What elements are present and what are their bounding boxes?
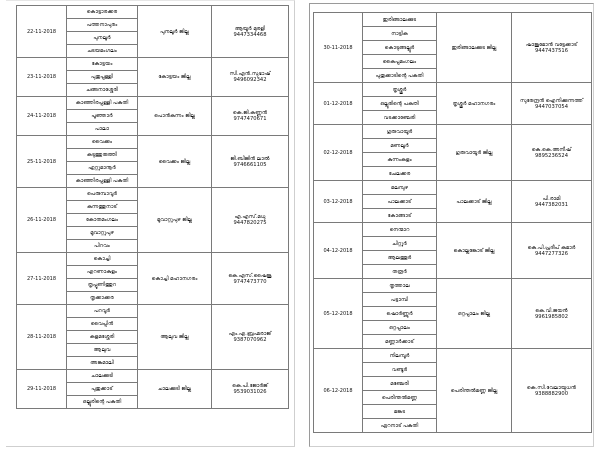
district-cell: ഇരിങ്ങാലക്കുട ജില്ല [437, 13, 512, 83]
contact-name: കെ.ജി.കണ്ണൻ [232, 110, 268, 116]
contact-name: സുരേന്ദ്രൻ ഐനിക്കുന്നത്ത് [519, 97, 584, 104]
contact-name: കെ.സി.വേലായുധൻ [526, 384, 577, 391]
table-row [314, 223, 592, 237]
place-cell: മൂവാറ്റുപുഴ [67, 227, 138, 240]
place-cell: ഒല്ലൂരിന്റെ പകുതി [363, 97, 437, 111]
place-cell: കുന്നംകുളം [363, 153, 437, 167]
place-cell: ചങ്ങനാശ്ശേരി [67, 84, 138, 97]
place-cell: ചടയമംഗലം [67, 45, 138, 58]
contact-name: കെ.പി.പ്രദീപ് കുമാർ [527, 244, 576, 251]
district-cell: പെരിന്തൽമണ്ണ ജില്ല [437, 349, 512, 433]
place-cell: കൊച്ചി [67, 253, 138, 266]
district-cell: തൃശ്ശൂർ മഹാനഗരം [437, 83, 512, 125]
contact-cell [512, 83, 592, 125]
date-cell: 24-11-2018 [17, 97, 67, 136]
district-cell: ഒറ്റപ്പാലം ജില്ല [437, 279, 512, 349]
table-row [17, 253, 289, 266]
contact-phone: 9747473770 [233, 278, 267, 285]
table-row [17, 58, 289, 71]
district-cell: പാലക്കാട് ജില്ല [437, 181, 512, 223]
place-cell: വണ്ടൂർ [363, 363, 437, 377]
place-cell: ഒറ്റപ്പാലം [363, 321, 437, 335]
contact-cell [212, 6, 289, 58]
contact-cell [212, 370, 289, 409]
place-cell: കോട്ടയം [67, 58, 138, 71]
place-cell: മണലൂർ [363, 139, 437, 153]
contact-cell [212, 305, 289, 370]
place-cell: കടുത്തുരുത്തി [67, 149, 138, 162]
place-cell: ഏറനാട് പകുതി [363, 419, 437, 433]
date-cell: 04-12-2018 [314, 223, 363, 279]
place-cell: പൂഞ്ഞാർ [67, 110, 138, 123]
place-cell: പുതുപ്പള്ളി [67, 71, 138, 84]
place-cell: തൃത്താല [363, 279, 437, 293]
place-cell: ചിറ്റൂർ [363, 237, 437, 251]
place-cell: നാട്ടിക [363, 27, 437, 41]
contact-phone: 9539031026 [233, 389, 267, 395]
place-cell: കോങ്ങാട് [363, 209, 437, 223]
contact-cell [212, 97, 289, 136]
place-cell: പാലക്കാട് [363, 195, 437, 209]
contact-name: ജി.ബിജിൻ ലാൽ [230, 155, 270, 162]
contact-name: കെ.കെ.അനീഷ് [531, 146, 572, 153]
date-cell: 27-11-2018 [17, 253, 67, 305]
contact-name: ഷാജുമോൻ വട്ടേക്കാട് [525, 41, 578, 48]
place-cell: തൃപ്പൂണിത്തുറ [67, 279, 138, 292]
place-cell: പത്തനാപുരം [67, 19, 138, 32]
district-cell: ചാലക്കുടി ജില്ല [138, 370, 212, 409]
place-cell: കൊടുങ്ങല്ലൂർ [363, 41, 437, 55]
district-cell: കോട്ടയം ജില്ല [138, 58, 212, 97]
place-cell: കൊട്ടാരക്കര [67, 6, 138, 19]
contact-name: എം.എ.ബ്രഹ്മരാജ് [228, 331, 272, 337]
place-cell: ഒല്ലൂരിന്റെ പകുതി [67, 396, 138, 409]
contact-cell [212, 253, 289, 305]
right-page [309, 3, 594, 447]
table-row [314, 83, 592, 97]
contact-name: എ.എസ്.മധു [234, 214, 266, 220]
contact-name: സി.എൻ.സുഭാഷ് [229, 71, 271, 77]
place-cell: തരൂർ [363, 265, 437, 279]
table-row [17, 136, 289, 149]
district-cell: പുനലൂർ ജില്ല [138, 6, 212, 58]
place-cell: അങ്കമാലി [67, 357, 138, 370]
place-cell: പട്ടാമ്പി [363, 293, 437, 307]
contact-cell [212, 188, 289, 253]
place-cell: പെരുമ്പാവൂർ [67, 188, 138, 201]
contact-name: കെ.വി.ജയൻ [535, 307, 568, 314]
place-cell: കോതമംഗലം [67, 214, 138, 227]
table-row [17, 188, 289, 201]
place-cell: പുനലൂർ [67, 32, 138, 45]
contact-phone: 9388882900 [534, 390, 568, 397]
place-cell: നിലമ്പൂർ [363, 349, 437, 363]
table-row [17, 6, 289, 19]
district-cell: പൊൻകുന്നം ജില്ല [138, 97, 212, 136]
contact-cell [512, 349, 592, 433]
date-cell: 05-12-2018 [314, 279, 363, 349]
place-cell: ചാലക്കുടി [67, 370, 138, 383]
table-row [314, 279, 592, 293]
contact-cell [512, 223, 592, 279]
right-schedule-table [313, 12, 592, 433]
contact-phone: 9447037054 [534, 103, 568, 110]
place-cell: കാഞ്ഞിരപ്പള്ളി പകുതി [67, 97, 138, 110]
district-cell: കൊച്ചി മഹാനഗരം [138, 253, 212, 305]
place-cell: മങ്കട [363, 405, 437, 419]
place-cell: പിറവം [67, 240, 138, 253]
place-cell: ആലത്തൂർ [363, 251, 437, 265]
district-cell: ആലുവ ജില്ല [138, 305, 212, 370]
contact-name: കെ.പി.ജോർജ് [232, 383, 268, 389]
contact-name: ആയൂർ മുരളി [234, 25, 266, 32]
contact-phone: 9961985802 [534, 313, 568, 320]
place-cell: കാഞ്ഞിരപ്പള്ളി പകുതി [67, 175, 138, 188]
contact-cell [512, 279, 592, 349]
place-cell: തൃക്കാക്കര [67, 292, 138, 305]
place-cell: പെരിന്തൽമണ്ണ [363, 391, 437, 405]
contact-phone: 9895236524 [534, 152, 568, 159]
place-cell: പുതുക്കാട് [67, 383, 138, 396]
date-cell: 02-12-2018 [314, 125, 363, 181]
date-cell: 06-12-2018 [314, 349, 363, 433]
date-cell: 29-11-2018 [17, 370, 67, 409]
place-cell: വടക്കാഞ്ചേരി [363, 111, 437, 125]
place-cell: മലമ്പുഴ [363, 181, 437, 195]
table-row [314, 13, 592, 27]
contact-phone: 9447820275 [233, 220, 267, 226]
table-row [314, 181, 592, 195]
place-cell: മണ്ണാർക്കാട് [363, 335, 437, 349]
place-cell: പറവൂർ [67, 305, 138, 318]
contact-cell [512, 181, 592, 223]
contact-phone: 9447334468 [233, 31, 267, 38]
place-cell: വൈപ്പിൻ [67, 318, 138, 331]
contact-phone: 9447382031 [534, 201, 568, 208]
place-cell: ആലുവ [67, 344, 138, 357]
contact-phone: 9447277326 [534, 250, 568, 257]
table-row [17, 97, 289, 110]
table-row [17, 305, 289, 318]
contact-name: കെ.എസ്.ഷൈജു [228, 272, 272, 279]
place-cell: എറണാകുളം [67, 266, 138, 279]
contact-phone: 9496092342 [233, 77, 267, 83]
table-row [314, 125, 592, 139]
date-cell: 23-11-2018 [17, 58, 67, 97]
contact-phone: 9387070962 [233, 337, 267, 343]
contact-name: പി.രാമി [542, 195, 561, 202]
contact-cell [212, 136, 289, 188]
district-cell: മൂവാറ്റുപുഴ ജില്ല [138, 188, 212, 253]
place-cell: മഞ്ചേരി [363, 377, 437, 391]
place-cell: ഗുരുവായൂർ [363, 125, 437, 139]
contact-phone: 9746661105 [233, 161, 267, 168]
contact-cell [512, 13, 592, 83]
district-cell: കൊല്ലങ്കോട് ജില്ല [437, 223, 512, 279]
date-cell: 03-12-2018 [314, 181, 363, 223]
date-cell: 01-12-2018 [314, 83, 363, 125]
place-cell: നെന്മാറ [363, 223, 437, 237]
place-cell: പുതുക്കാടിന്റെ പകുതി [363, 69, 437, 83]
district-cell: ഗുരുവായൂർ ജില്ല [437, 125, 512, 181]
place-cell: ഏറ്റുമാനൂർ [67, 162, 138, 175]
date-cell: 25-11-2018 [17, 136, 67, 188]
contact-cell [512, 125, 592, 181]
place-cell: ചേലക്കര [363, 167, 437, 181]
left-page [6, 0, 295, 447]
place-cell: കൈപ്പമംഗലം [363, 55, 437, 69]
table-row [17, 370, 289, 383]
date-cell: 28-11-2018 [17, 305, 67, 370]
place-cell: വൈക്കം [67, 136, 138, 149]
place-cell: ഷൊർണ്ണൂർ [363, 307, 437, 321]
date-cell: 26-11-2018 [17, 188, 67, 253]
contact-phone: 9447437516 [534, 47, 568, 54]
place-cell: പാലാ [67, 123, 138, 136]
district-cell: വൈക്കം ജില്ല [138, 136, 212, 188]
contact-cell [212, 58, 289, 97]
left-schedule-table [16, 5, 289, 409]
table-row [314, 349, 592, 363]
date-cell: 22-11-2018 [17, 6, 67, 58]
place-cell: കുന്നത്തുനാട് [67, 201, 138, 214]
place-cell: ഇരിങ്ങാലക്കുട [363, 13, 437, 27]
date-cell: 30-11-2018 [314, 13, 363, 83]
place-cell: തൃശ്ശൂർ [363, 83, 437, 97]
contact-phone: 9747470671 [233, 116, 267, 122]
place-cell: കളമശ്ശേരി [67, 331, 138, 344]
